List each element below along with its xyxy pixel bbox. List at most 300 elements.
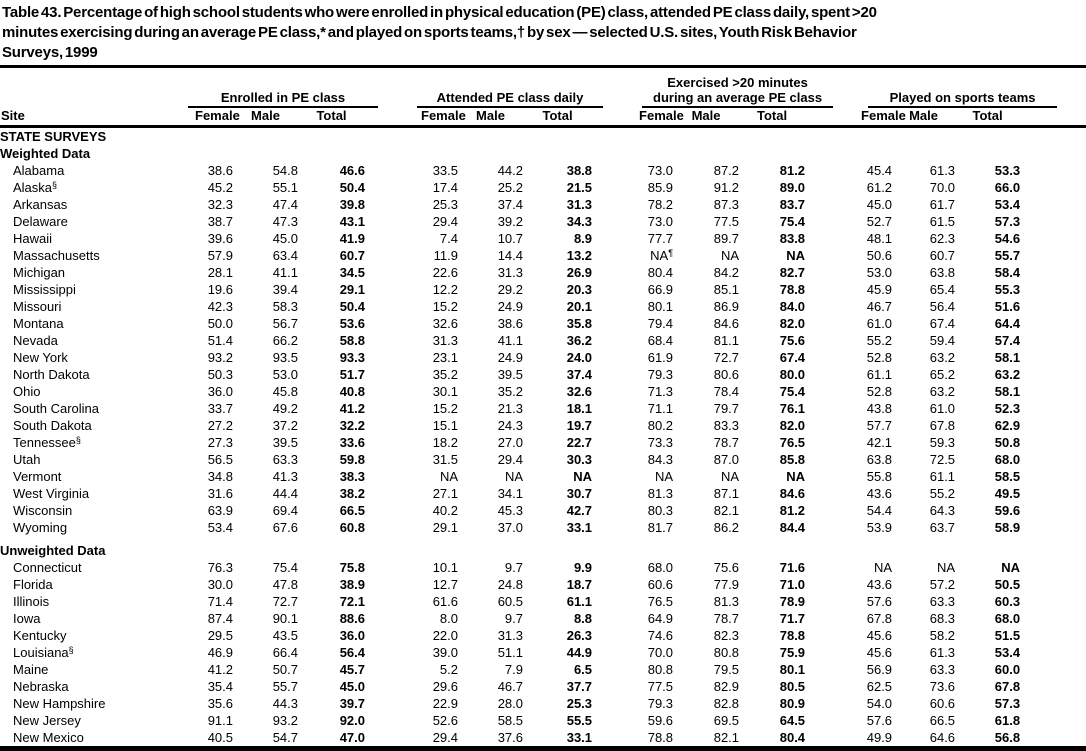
data-cell: 45.8 <box>272 384 298 399</box>
column-header-total: Total <box>756 108 788 123</box>
data-cell: 49.2 <box>272 401 298 416</box>
site-cell: New Mexico <box>13 730 84 745</box>
data-cell: 55.2 <box>929 486 956 501</box>
data-cell: 7.9 <box>504 662 523 677</box>
table-row <box>0 661 1086 678</box>
data-cell: 39.0 <box>432 645 458 660</box>
table-row <box>0 264 1086 281</box>
data-cell: 75.6 <box>713 560 740 575</box>
section-heading: STATE SURVEYS <box>0 129 107 144</box>
data-cell: 87.1 <box>713 486 740 501</box>
row-filler <box>1020 196 1086 213</box>
data-cell: 83.7 <box>779 197 806 212</box>
data-cell: NA <box>720 469 740 484</box>
data-cell: 32.3 <box>207 197 233 212</box>
data-cell: 25.2 <box>497 180 523 195</box>
site-cell: Vermont <box>13 469 62 484</box>
data-cell: 35.6 <box>207 696 233 711</box>
data-cell: 38.6 <box>207 163 233 178</box>
data-cell: 53.3 <box>994 163 1021 178</box>
data-cell: 39.4 <box>272 282 298 297</box>
data-cell: 63.2 <box>929 350 956 365</box>
row-filler <box>1020 729 1086 746</box>
group-header-label-line: Enrolled in PE class <box>220 90 346 105</box>
data-cell: 39.5 <box>272 435 298 450</box>
subsection-heading-row <box>0 145 1086 162</box>
data-cell: 85.1 <box>713 282 740 297</box>
table-row <box>0 502 1086 519</box>
column-header-male: Male <box>909 108 938 123</box>
data-cell: 78.4 <box>713 384 740 399</box>
data-cell: 78.8 <box>779 282 806 297</box>
data-cell: 61.7 <box>929 197 956 212</box>
data-cell: 37.4 <box>566 367 593 382</box>
data-cell: 27.1 <box>432 486 458 501</box>
data-cell: 72.5 <box>929 452 956 467</box>
row-filler <box>1020 712 1086 729</box>
data-cell: 57.3 <box>994 696 1021 711</box>
table-row <box>0 695 1086 712</box>
data-cell: 90.1 <box>272 611 298 626</box>
table-row <box>0 434 1086 451</box>
table-row <box>0 468 1086 485</box>
data-cell: 61.1 <box>866 367 893 382</box>
data-cell: 91.2 <box>713 180 740 195</box>
data-cell: 79.5 <box>713 662 740 677</box>
data-cell: 27.3 <box>207 435 233 450</box>
row-filler <box>1020 593 1086 610</box>
row-filler <box>1020 695 1086 712</box>
table-row <box>0 315 1086 332</box>
site-cell: Mississippi <box>13 282 76 297</box>
table-title-line-1: Table 43. Percentage of high school students who were enrolled in physical education (PE) class, attended PE class daily, spent >20 <box>2 4 877 21</box>
data-cell: 51.5 <box>994 628 1021 643</box>
data-cell: 58.9 <box>994 520 1021 535</box>
data-cell: 60.7 <box>339 248 365 263</box>
data-cell: 60.7 <box>929 248 956 263</box>
data-cell: 60.0 <box>994 662 1021 677</box>
data-cell: 28.0 <box>497 696 523 711</box>
data-cell: 33.6 <box>339 435 365 450</box>
data-cell: 50.4 <box>339 299 365 314</box>
data-cell: 82.1 <box>713 503 740 518</box>
data-cell: 67.6 <box>272 520 298 535</box>
table-row <box>0 332 1086 349</box>
data-cell: 58.4 <box>994 265 1021 280</box>
data-cell: 80.8 <box>713 645 740 660</box>
data-cell: 58.1 <box>994 350 1021 365</box>
data-cell: 32.6 <box>566 384 593 399</box>
table-row <box>0 627 1086 644</box>
data-cell: 53.4 <box>207 520 233 535</box>
group-header-4 <box>805 68 1036 108</box>
data-cell: 56.9 <box>866 662 893 677</box>
data-cell: 24.9 <box>497 350 523 365</box>
site-cell: New Hampshire <box>13 696 106 711</box>
row-filler <box>1020 298 1086 315</box>
data-cell: 66.2 <box>272 333 298 348</box>
data-cell: 53.0 <box>866 265 893 280</box>
row-filler <box>1020 162 1086 179</box>
row-filler <box>1020 332 1086 349</box>
data-cell: 60.5 <box>497 594 523 609</box>
row-filler <box>1020 366 1086 383</box>
data-cell: 51.1 <box>497 645 523 660</box>
site-cell: Kentucky <box>13 628 67 643</box>
data-cell: 45.0 <box>272 231 298 246</box>
data-cell: 65.2 <box>929 367 956 382</box>
data-cell: 20.3 <box>566 282 593 297</box>
site-cell: Montana <box>13 316 64 331</box>
data-cell: 84.4 <box>779 520 806 535</box>
table-row <box>0 366 1086 383</box>
data-cell: 47.0 <box>339 730 365 745</box>
site-cell: Arkansas <box>13 197 68 212</box>
row-filler <box>1020 434 1086 451</box>
data-cell: 63.2 <box>994 367 1021 382</box>
data-cell: 22.0 <box>432 628 458 643</box>
data-cell: 79.3 <box>647 696 674 711</box>
row-filler <box>1020 247 1086 264</box>
data-cell: 66.0 <box>994 180 1021 195</box>
data-cell: 77.5 <box>647 679 674 694</box>
data-cell: 37.2 <box>272 418 298 433</box>
footnote-mark: § <box>52 180 58 190</box>
data-cell: 30.3 <box>566 452 593 467</box>
data-cell: 86.9 <box>713 299 740 314</box>
data-cell: 47.3 <box>272 214 298 229</box>
data-cell: 65.4 <box>929 282 956 297</box>
site-cell: Wisconsin <box>13 503 73 518</box>
site-cell: Tennessee§ <box>13 435 81 450</box>
data-cell: 9.7 <box>504 560 523 575</box>
data-cell: 47.8 <box>272 577 298 592</box>
data-cell: 62.9 <box>994 418 1021 433</box>
data-cell: 81.2 <box>779 163 806 178</box>
data-cell: 84.6 <box>713 316 740 331</box>
data-cell: 80.5 <box>779 679 806 694</box>
data-cell: 26.3 <box>566 628 593 643</box>
data-cell: 34.3 <box>566 214 593 229</box>
data-cell: 71.1 <box>647 401 674 416</box>
bottom-rule <box>0 746 1086 751</box>
table-row <box>0 576 1086 593</box>
data-cell: 45.9 <box>866 282 893 297</box>
data-cell: 35.2 <box>432 367 458 382</box>
site-cell: Alaska§ <box>13 180 58 195</box>
data-cell: 23.1 <box>432 350 458 365</box>
data-cell: 80.3 <box>647 503 674 518</box>
data-cell: 31.3 <box>497 628 523 643</box>
group-header-2 <box>365 68 592 108</box>
data-cell: 43.5 <box>272 628 298 643</box>
table-row <box>0 349 1086 366</box>
data-cell: 10.1 <box>432 560 458 575</box>
data-cell: 61.6 <box>432 594 458 609</box>
data-cell: 59.8 <box>339 452 365 467</box>
data-cell: 55.8 <box>866 469 893 484</box>
table-row <box>0 230 1086 247</box>
column-header-male: Male <box>251 108 280 123</box>
data-cell: 36.2 <box>566 333 593 348</box>
data-cell: 61.9 <box>647 350 674 365</box>
data-cell: 73.3 <box>647 435 674 450</box>
data-cell: 45.2 <box>207 180 233 195</box>
row-filler <box>1020 315 1086 332</box>
data-cell: 42.3 <box>207 299 233 314</box>
data-cell: 55.5 <box>566 713 593 728</box>
data-cell: 39.6 <box>207 231 233 246</box>
data-cell: NA <box>720 248 740 263</box>
row-filler <box>1020 213 1086 230</box>
data-cell: 40.2 <box>432 503 458 518</box>
table-title <box>0 0 1086 63</box>
data-cell: 55.3 <box>994 282 1021 297</box>
data-cell: 75.9 <box>779 645 806 660</box>
table-row <box>0 247 1086 264</box>
table-row <box>0 162 1086 179</box>
column-header-male: Male <box>476 108 505 123</box>
data-cell: 49.5 <box>994 486 1021 501</box>
data-cell: 39.8 <box>339 197 365 212</box>
data-cell: 15.1 <box>432 418 458 433</box>
data-cell: 87.4 <box>207 611 233 626</box>
data-cell: 59.4 <box>929 333 956 348</box>
data-cell: 84.6 <box>779 486 806 501</box>
column-header-female: Female <box>421 108 466 123</box>
data-cell: 58.3 <box>272 299 298 314</box>
data-cell: 75.4 <box>779 384 806 399</box>
row-filler <box>1020 485 1086 502</box>
data-cell: 45.0 <box>339 679 365 694</box>
row-filler <box>1020 349 1086 366</box>
data-cell: 80.0 <box>779 367 806 382</box>
data-cell: 84.2 <box>713 265 740 280</box>
row-filler <box>1020 400 1086 417</box>
subsection-heading: Unweighted Data <box>0 543 106 558</box>
data-cell: 80.4 <box>647 265 674 280</box>
data-cell: 38.8 <box>566 163 593 178</box>
site-cell: South Dakota <box>13 418 92 433</box>
table-row <box>0 298 1086 315</box>
data-cell: 70.0 <box>929 180 956 195</box>
data-cell: 88.6 <box>339 611 365 626</box>
data-cell: 38.2 <box>339 486 365 501</box>
data-cell: 64.9 <box>647 611 674 626</box>
data-cell: 81.1 <box>713 333 740 348</box>
footnote-mark: ¶ <box>668 248 674 258</box>
data-cell: 29.6 <box>432 679 458 694</box>
site-cell: Nebraska <box>13 679 69 694</box>
data-cell: 28.1 <box>207 265 233 280</box>
row-filler <box>1020 661 1086 678</box>
data-cell: 46.7 <box>497 679 523 694</box>
data-cell: 48.1 <box>866 231 893 246</box>
data-cell: 61.8 <box>994 713 1021 728</box>
data-cell: 80.6 <box>713 367 740 382</box>
data-cell: 24.8 <box>497 577 523 592</box>
site-cell: Louisiana§ <box>13 645 74 660</box>
data-cell: NA <box>786 248 806 263</box>
data-cell: 72.7 <box>713 350 740 365</box>
data-cell: 33.1 <box>566 520 593 535</box>
data-cell: 31.3 <box>566 197 593 212</box>
data-cell: 63.2 <box>929 384 956 399</box>
data-cell: 60.6 <box>647 577 674 592</box>
data-cell: 29.2 <box>497 282 523 297</box>
group-header-label-line: Attended PE class daily <box>436 90 584 105</box>
site-cell: Ohio <box>13 384 41 399</box>
data-cell: 15.2 <box>432 299 458 314</box>
row-filler <box>1020 468 1086 485</box>
table-body <box>0 127 1086 747</box>
data-cell: 21.3 <box>497 401 523 416</box>
data-cell: 89.0 <box>779 180 806 195</box>
data-cell: 41.3 <box>272 469 298 484</box>
data-cell: 75.6 <box>779 333 806 348</box>
data-cell: NA <box>573 469 593 484</box>
data-cell: 10.7 <box>497 231 523 246</box>
data-cell: 19.7 <box>566 418 593 433</box>
data-cell: 53.4 <box>994 197 1021 212</box>
row-filler <box>1020 502 1086 519</box>
data-cell: 5.2 <box>439 662 458 677</box>
group-header-label <box>642 75 833 108</box>
data-cell: 44.2 <box>497 163 523 178</box>
data-cell: 45.4 <box>866 163 893 178</box>
table-row <box>0 712 1086 729</box>
data-cell: 29.1 <box>339 282 365 297</box>
data-cell: 22.9 <box>432 696 458 711</box>
data-cell: 6.5 <box>573 662 593 677</box>
data-cell: 66.5 <box>929 713 956 728</box>
data-cell: 33.5 <box>432 163 458 178</box>
data-cell: 85.9 <box>647 180 674 195</box>
data-cell: 91.1 <box>207 713 233 728</box>
data-cell: 82.7 <box>779 265 806 280</box>
data-cell: 54.7 <box>272 730 298 745</box>
data-cell: 58.1 <box>994 384 1021 399</box>
data-cell: NA <box>786 469 806 484</box>
data-cell: 20.1 <box>566 299 593 314</box>
data-cell: 45.6 <box>866 628 893 643</box>
data-cell: 38.6 <box>497 316 523 331</box>
data-cell: 32.2 <box>339 418 365 433</box>
data-cell: 83.3 <box>713 418 740 433</box>
site-cell: South Carolina <box>13 401 99 416</box>
data-cell: 22.7 <box>566 435 593 450</box>
data-cell: 18.1 <box>566 401 593 416</box>
data-cell: 21.5 <box>566 180 593 195</box>
data-cell: 73.0 <box>647 163 674 178</box>
data-cell: 67.8 <box>866 611 893 626</box>
data-cell: 78.8 <box>779 628 806 643</box>
data-cell: 63.8 <box>866 452 893 467</box>
data-cell: 87.2 <box>713 163 740 178</box>
data-cell: 71.7 <box>779 611 806 626</box>
data-cell: 67.4 <box>929 316 956 331</box>
data-cell: 61.3 <box>929 645 956 660</box>
data-cell: 56.4 <box>929 299 956 314</box>
site-cell: Iowa <box>13 611 41 626</box>
data-cell: 50.5 <box>994 577 1021 592</box>
data-cell: 41.1 <box>497 333 523 348</box>
data-cell: 56.7 <box>272 316 298 331</box>
data-cell: 27.0 <box>497 435 523 450</box>
data-cell: 80.1 <box>779 662 806 677</box>
table-row <box>0 196 1086 213</box>
table-title-line-3: Surveys, 1999 <box>2 44 98 61</box>
data-cell: 54.0 <box>866 696 893 711</box>
data-cell: 8.9 <box>573 231 593 246</box>
data-cell: 77.7 <box>647 231 674 246</box>
data-cell: 50.0 <box>207 316 233 331</box>
site-cell: Illinois <box>13 594 50 609</box>
data-cell: 39.2 <box>497 214 523 229</box>
data-cell: 12.7 <box>432 577 458 592</box>
data-cell: 47.4 <box>272 197 298 212</box>
data-cell: 34.5 <box>339 265 365 280</box>
data-cell: 63.3 <box>929 662 956 677</box>
table-row <box>0 729 1086 746</box>
data-cell: 92.0 <box>339 713 365 728</box>
data-cell: 43.1 <box>339 214 365 229</box>
data-cell: 75.8 <box>339 560 365 575</box>
data-cell: 57.2 <box>929 577 956 592</box>
data-cell: 59.6 <box>994 503 1021 518</box>
site-cell: Nevada <box>13 333 58 348</box>
data-cell: 81.2 <box>779 503 806 518</box>
data-cell: 29.1 <box>432 520 458 535</box>
data-cell: 63.7 <box>929 520 956 535</box>
data-cell: 18.2 <box>432 435 458 450</box>
site-column-header: Site <box>1 108 25 123</box>
data-cell: 58.2 <box>929 628 956 643</box>
data-cell: 63.3 <box>929 594 956 609</box>
data-cell: 83.8 <box>779 231 806 246</box>
data-cell: 76.3 <box>207 560 233 575</box>
data-cell: 64.6 <box>929 730 956 745</box>
data-cell: 51.7 <box>339 367 365 382</box>
data-cell: 44.3 <box>272 696 298 711</box>
data-cell: NA <box>936 560 956 575</box>
site-cell: Maine <box>13 662 49 677</box>
data-cell: 81.3 <box>647 486 674 501</box>
data-cell: 25.3 <box>566 696 593 711</box>
data-cell: 68.0 <box>647 560 674 575</box>
row-filler <box>1020 383 1086 400</box>
data-cell: 39.7 <box>339 696 365 711</box>
site-cell: North Dakota <box>13 367 90 382</box>
data-cell: NA <box>1001 560 1021 575</box>
data-cell: 50.7 <box>272 662 298 677</box>
data-cell: 53.6 <box>339 316 365 331</box>
table-row <box>0 644 1086 661</box>
data-cell: 52.3 <box>994 401 1021 416</box>
data-cell: 27.2 <box>207 418 233 433</box>
data-cell: 75.4 <box>272 560 298 575</box>
data-cell: 46.7 <box>866 299 893 314</box>
data-cell: 45.0 <box>866 197 893 212</box>
data-cell: 84.3 <box>647 452 674 467</box>
data-cell: 46.9 <box>207 645 233 660</box>
data-cell: 61.2 <box>866 180 893 195</box>
data-cell: 58.8 <box>339 333 365 348</box>
data-cell: 61.3 <box>929 163 956 178</box>
data-cell: 76.5 <box>779 435 806 450</box>
data-cell: 52.8 <box>866 350 893 365</box>
data-cell: 71.3 <box>647 384 674 399</box>
